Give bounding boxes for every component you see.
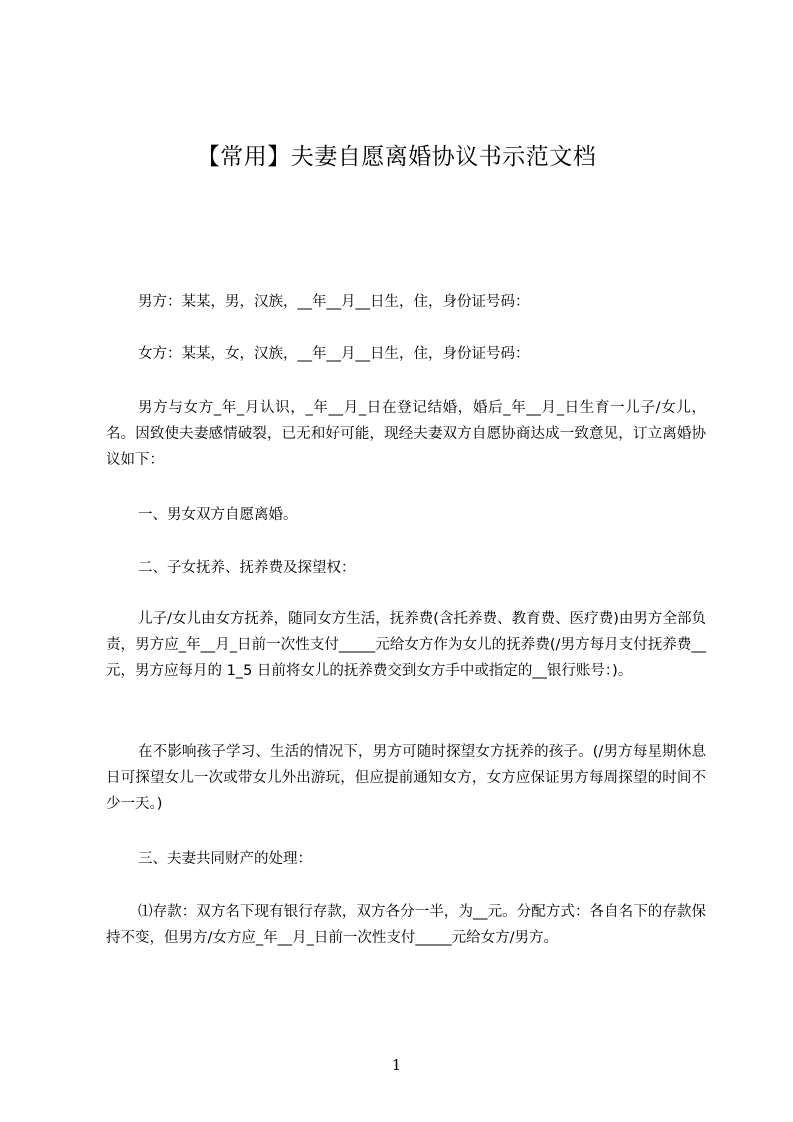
document-title: 【常用】夫妻自愿离婚协议书示范文档 <box>196 144 597 170</box>
paragraph-male-party: 男方：某某，男，汉族，__年__月__日生，住，身份证号码： <box>138 294 530 310</box>
paragraph-savings: ⑴存款：双方名下现有银行存款，双方各分一半，为__元。分配方式：各自名下的存款保持不变，但男方/女方应_年__月_日前一次性支付_____元给女方/男方。 <box>106 904 706 946</box>
paragraph-visitation: 在不影响孩子学习、生活的情况下，男方可随时探望女方抚养的孩子。(/男方每星期休息日可探望女儿一次或带女儿外出游玩，但应提前通知女方，女方应保证男方每周探望的时间不少一天。) <box>106 744 706 812</box>
page-number: 1 <box>391 1056 402 1074</box>
paragraph-female-party: 女方：某某，女，汉族，__年__月__日生，住，身份证号码： <box>138 346 530 362</box>
paragraph-background: 男方与女方_年_月认识，_年__月_日在登记结婚，婚后_年__月_日生育一儿子/女儿，名。因致使夫妻感情破裂，已无和好可能，现经夫妻双方自愿协商达成一致意见，订立离婚协议如下： <box>106 400 706 468</box>
paragraph-child-support: 儿子/女儿由女方抚养，随同女方生活，抚养费(含托养费、教育费、医疗费)由男方全部负责，男方应_年__月_日前一次性支付_____元给女方作为女儿的抚养费(/男方每月支付抚养费__元，男方应每月的 1_5 日前将女儿的抚养费交到女方手中或指定的__银行账号：)。 <box>106 611 706 679</box>
section-heading-divorce: 一、男女双方自愿离婚。 <box>138 507 298 523</box>
section-heading-property: 三、夫妻共同财产的处理： <box>138 851 312 867</box>
section-heading-custody: 二、子女抚养、抚养费及探望权： <box>138 560 356 576</box>
